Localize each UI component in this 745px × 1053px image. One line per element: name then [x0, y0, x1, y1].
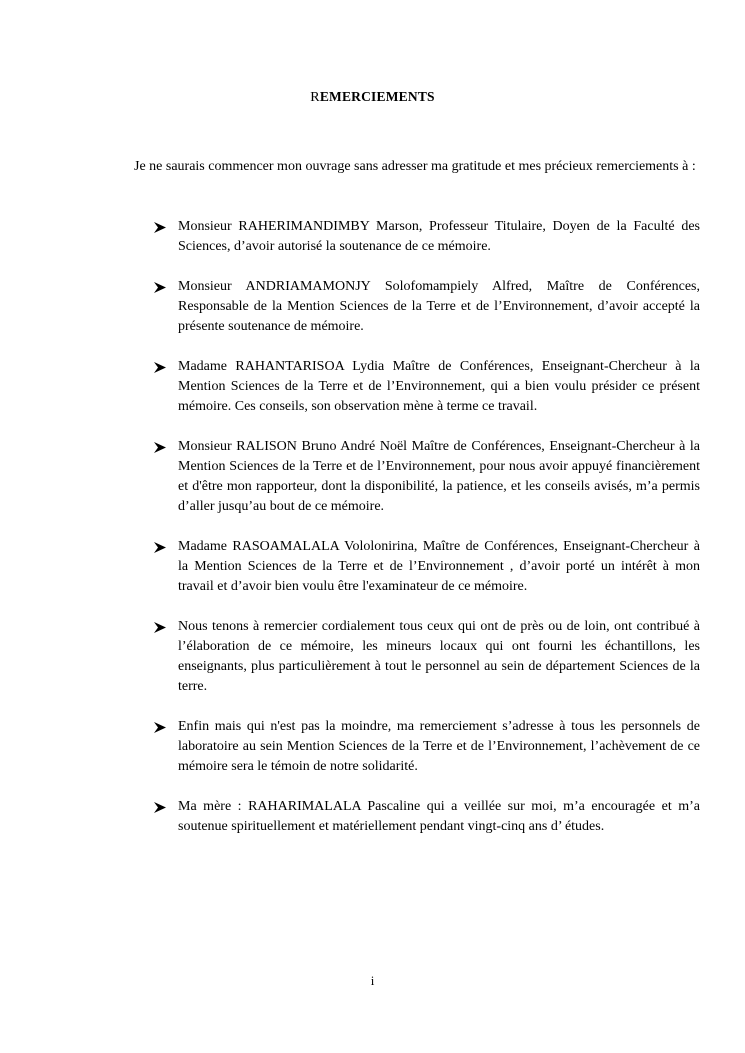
list-item-text: Monsieur ANDRIAMAMONJY Solofomampiely Alfred, Maître de Conférences, Responsable de la Mention Sciences de la Terre et de l’Environnement, d’avoir accepté la présente soutenance de mémoire.: [178, 279, 700, 334]
arrowhead-bullet-icon: [154, 357, 168, 377]
title-rest: EMERCIEMENTS: [319, 89, 435, 104]
list-item: [134, 217, 700, 257]
list-item-text: Madame RASOAMALALA Vololonirina, Maître de Conférences, Enseignant-Chercheur à la Mention Sciences de la Terre et de l’Environnement , d’avoir porté un intérêt à mon travail et d’avoir bien voulu être l'examinateur de ce mémoire.: [178, 539, 700, 594]
list-item: [134, 357, 700, 417]
list-item: [134, 537, 700, 597]
list-item: [134, 437, 700, 517]
arrowhead-bullet-icon: [154, 437, 168, 457]
title-first-letter: R: [310, 90, 320, 105]
acknowledgements-list: [134, 217, 700, 857]
page-title: [0, 89, 745, 106]
list-item-text: Enfin mais qui n'est pas la moindre, ma remerciement s’adresse à tous les personnels de laboratoire au sein Mention Sciences de la Terre et de l’Environnement, l’achèvement de ce mémoire sera le témoin de notre solidarité.: [178, 719, 700, 774]
arrowhead-bullet-icon: [154, 277, 168, 297]
arrowhead-bullet-icon: [154, 717, 168, 737]
arrowhead-bullet-icon: [154, 617, 168, 637]
arrowhead-bullet-icon: [154, 217, 168, 237]
list-item: [134, 797, 700, 837]
list-item: [134, 277, 700, 337]
arrowhead-bullet-icon: [154, 797, 168, 817]
list-item-text: Ma mère : RAHARIMALALA Pascaline qui a veillée sur moi, m’a encouragée et m’a soutenue spirituellement et matériellement pendant vingt-cinq ans d’ études.: [178, 799, 700, 834]
page-number: i: [370, 973, 375, 988]
arrowhead-bullet-icon: [154, 537, 168, 557]
intro-paragraph: Je ne saurais commencer mon ouvrage sans adresser ma gratitude et mes précieux remerciements à :: [134, 159, 696, 174]
list-item-text: Nous tenons à remercier cordialement tous ceux qui ont de près ou de loin, ont contribué à l’élaboration de ce mémoire, les mineurs locaux qui ont fourni les échantillons, les enseignants, plus particulièrement à tout le personnel au sein de département Sciences de la terre.: [178, 619, 700, 694]
list-item-text: Monsieur RAHERIMANDIMBY Marson, Professeur Titulaire, Doyen de la Faculté des Sciences, d’avoir autorisé la soutenance de ce mémoire.: [178, 219, 700, 254]
list-item: [134, 617, 700, 697]
list-item: [134, 717, 700, 777]
list-item-text: Monsieur RALISON Bruno André Noël Maître de Conférences, Enseignant-Chercheur à la Mention Sciences de la Terre et de l’Environnement, pour nous avoir appuyé financièrement et d'être mon rapporteur, dont la disponibilité, la patience, et les conseils avisés, m’a permis d’aller jusqu’au bout de ce mémoire.: [178, 439, 700, 514]
list-item-text: Madame RAHANTARISOA Lydia Maître de Conférences, Enseignant-Chercheur à la Mention Sciences de la Terre et de l’Environnement, qui a bien voulu présider ce présent mémoire. Ces conseils, son observation mène à terme ce travail.: [178, 359, 700, 414]
